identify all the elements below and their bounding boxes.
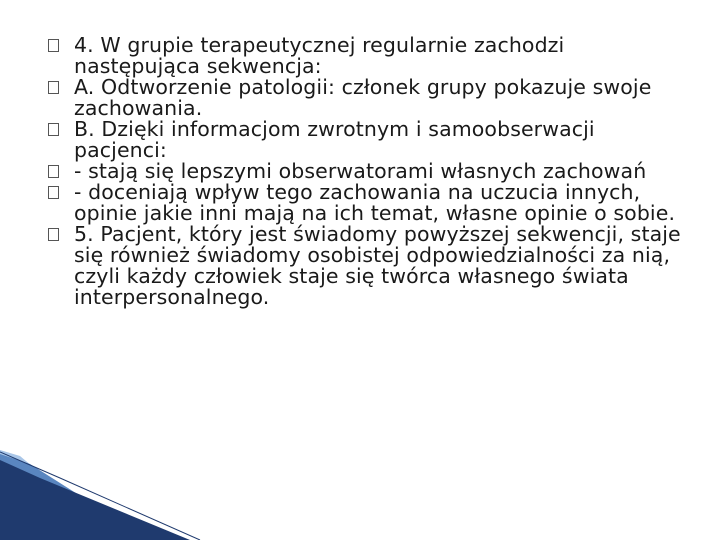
bullet-item [46,161,686,182]
bullet-list [46,35,686,308]
bullet-item [46,77,686,119]
square-bullet-icon [48,39,59,52]
decorative-swoosh [0,450,720,540]
bullet-item [46,182,686,224]
square-bullet-icon [48,81,59,94]
bullet-item [46,35,686,77]
bullet-item [46,119,686,161]
bullet-text: 4. W grupie terapeutycznej regularnie zachodzi następująca sekwencja: [74,33,565,78]
bullet-item [46,224,686,308]
square-bullet-icon [48,123,59,136]
square-bullet-icon [48,228,59,241]
square-bullet-icon [48,165,59,178]
bullet-text: - stają się lepszymi obserwatorami własnych zachowań [74,159,647,183]
bullet-text: A. Odtworzenie patologii: członek grupy pokazuje swoje zachowania. [74,75,652,120]
bullet-text: 5. Pacjent, który jest świadomy powyższej sekwencji, staje się również świadomy osobistej odpowiedzialności za nią, czyli każdy człowiek staje się twórca własnego świata interpersonalnego. [74,222,681,309]
bullet-text: B. Dzięki informacjom zwrotnym i samoobserwacji pacjenci: [74,117,595,162]
square-bullet-icon [48,186,59,199]
bullet-text: - doceniają wpływ tego zachowania na uczucia innych, opinie jakie inni mają na ich temat, własne opinie o sobie. [74,180,676,225]
